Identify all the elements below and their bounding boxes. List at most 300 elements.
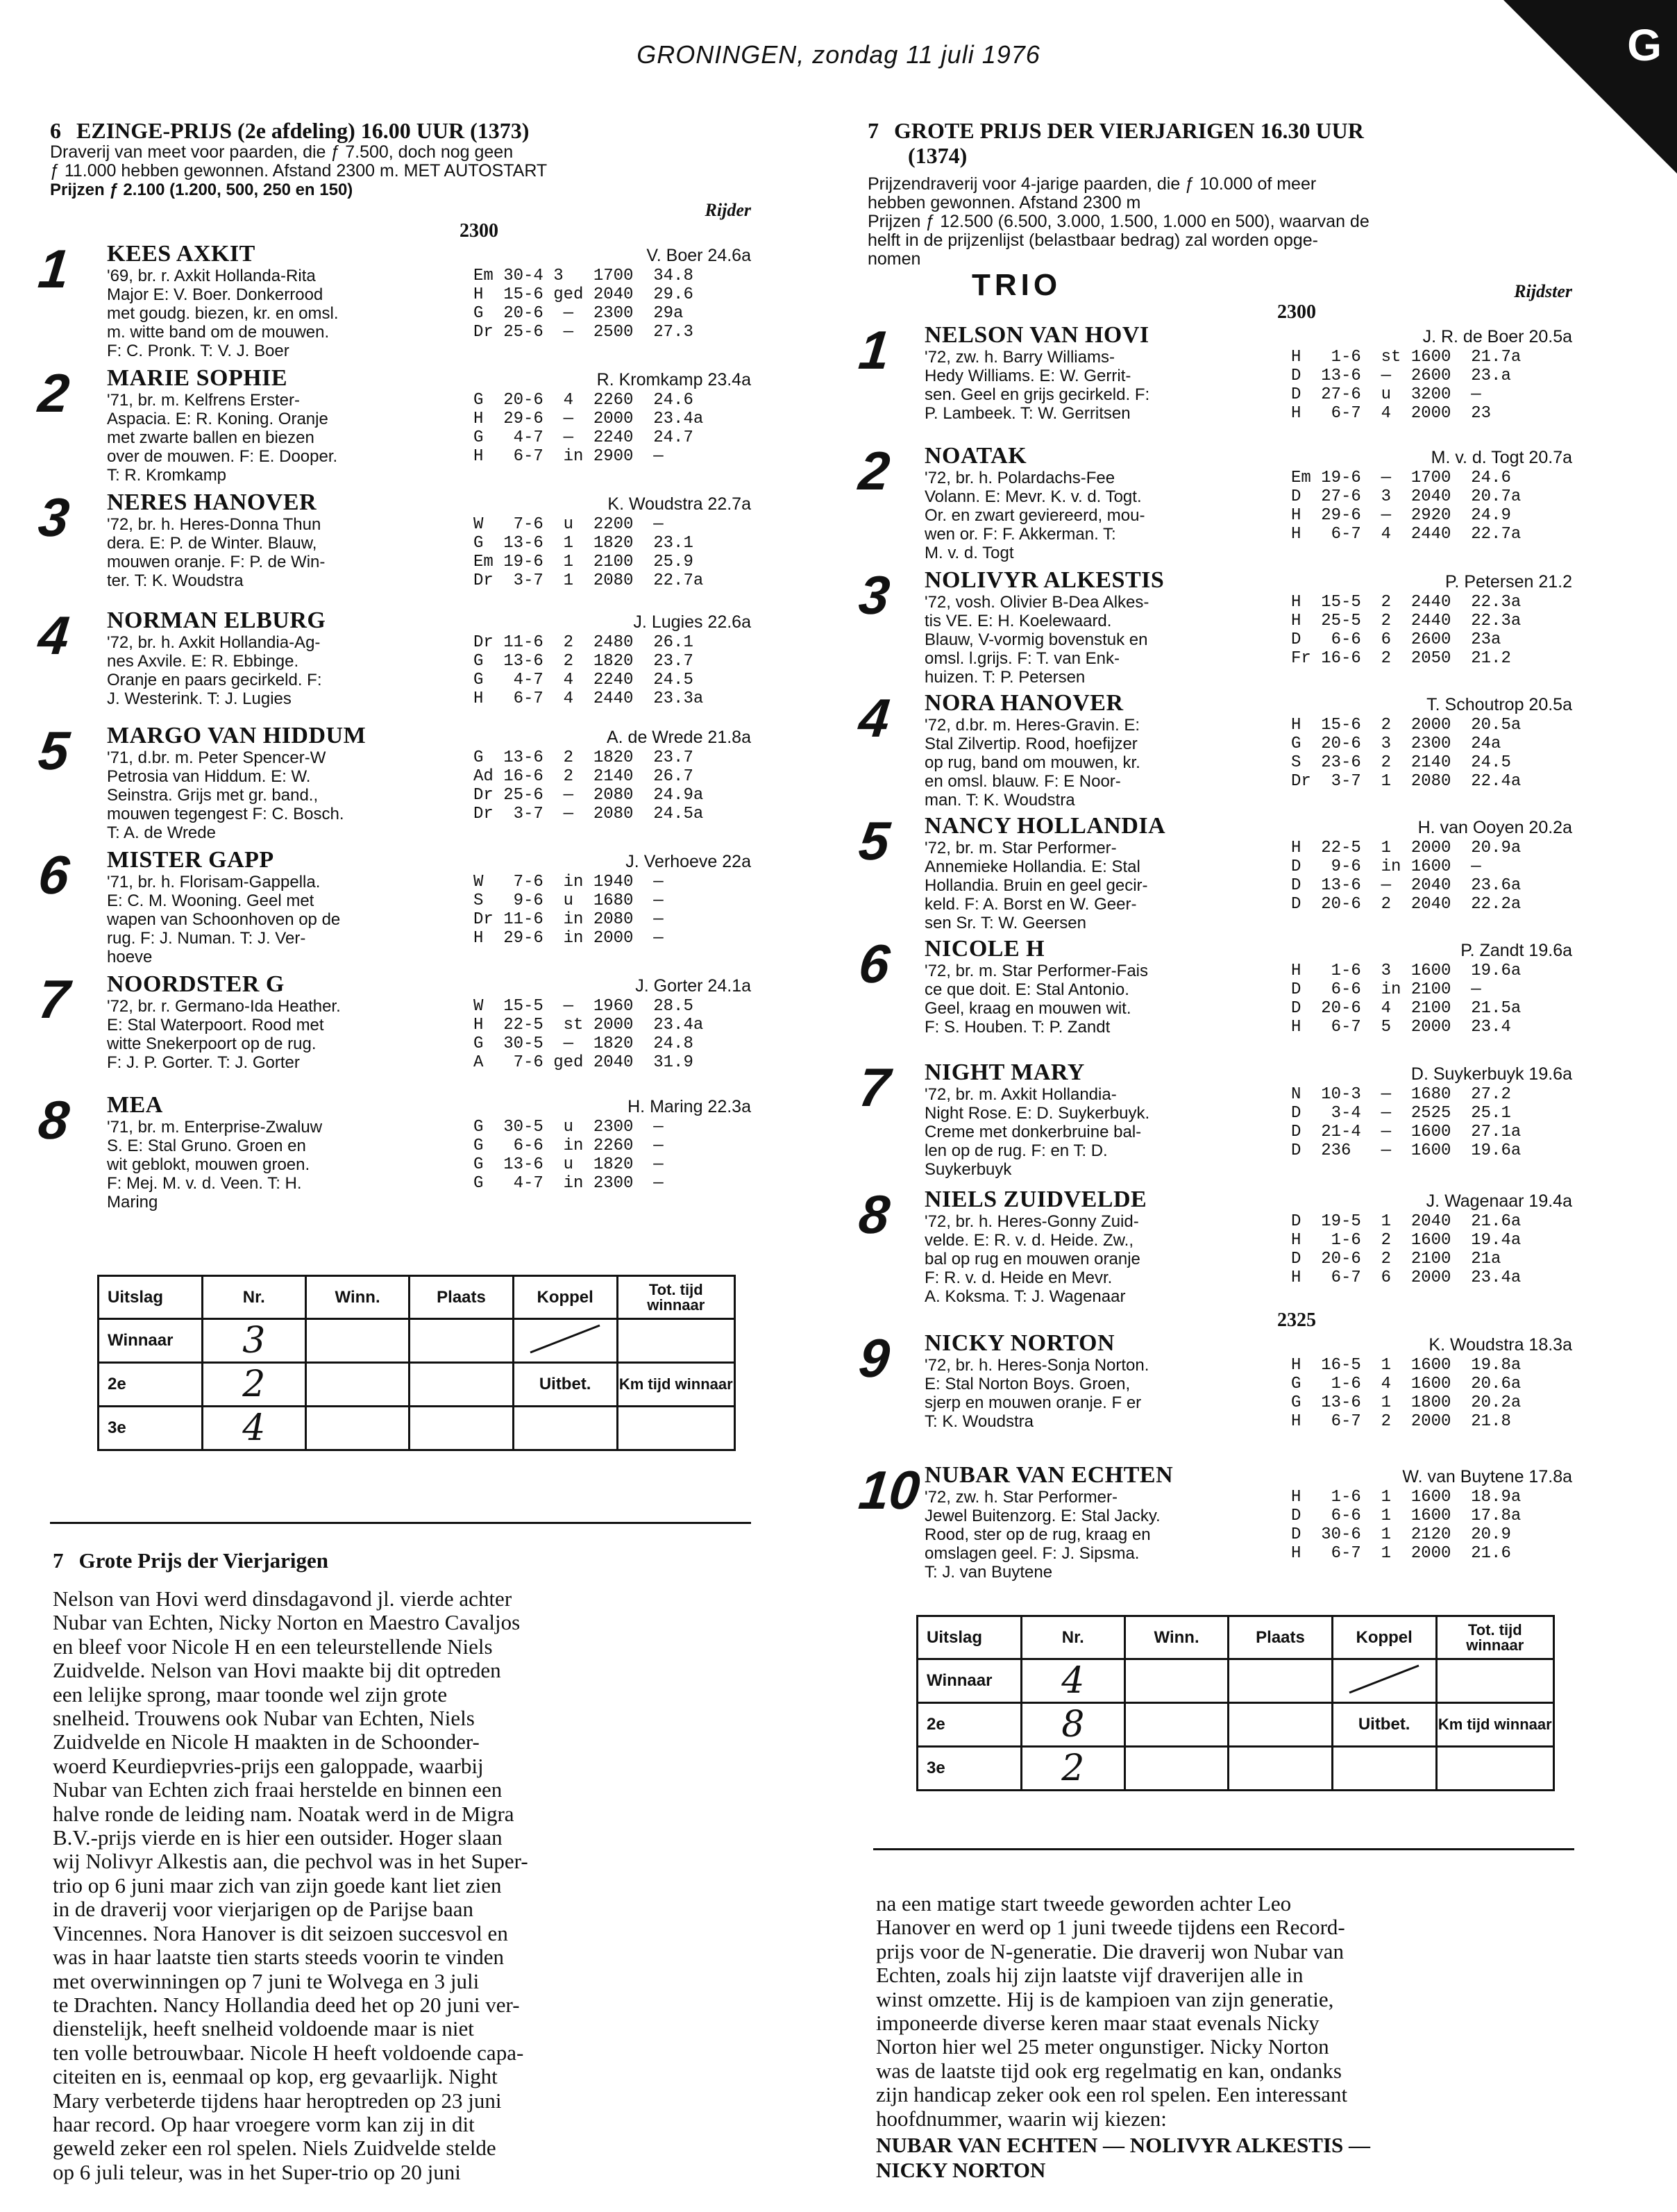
- driver-record: A. de Wrede 21.8a: [606, 728, 751, 747]
- result-line: H 6-7 4 2440 22.7a: [1291, 525, 1522, 544]
- header-winn: Winn.: [305, 1276, 409, 1319]
- article-title: Grote Prijs der Vierjarigen: [78, 1548, 329, 1573]
- strike-mark: [523, 1321, 607, 1356]
- horse-details: [925, 1212, 1572, 1306]
- horse-name-row: [925, 1187, 1572, 1212]
- article-line: was de laatste tijd ook erg regelmatig en kan, ondanks: [876, 2058, 1342, 2083]
- result-line: G 30-5 — 1820 24.8: [473, 1034, 693, 1053]
- race-title: EZINGE-PRIJS (2e afdeling) 16.00 UUR (1373): [76, 118, 530, 143]
- race-6-prizes: Prijzen ƒ 2.100 (1.200, 500, 250 en 150): [50, 181, 353, 199]
- horse-entry: [856, 1327, 1572, 1431]
- horse-description: [925, 593, 1286, 687]
- condition-line: helft in de prijzenlijst (belastbaar bedrag) zal worden opge-: [868, 231, 1318, 250]
- horse-name-row: [107, 848, 751, 873]
- result-line: G 13-6 1 1800 20.2a: [1291, 1393, 1522, 1412]
- description-line: omsl. l.grijs. F: T. van Enk-: [925, 649, 1120, 668]
- horse-details: [925, 348, 1572, 423]
- driver-record: H. Maring 22.3a: [627, 1097, 751, 1116]
- horse-name: NOORDSTER G: [107, 971, 285, 997]
- description-line: S. E: Stal Gruno. Groen en: [107, 1137, 306, 1155]
- horse-entry: [35, 969, 751, 1072]
- horse-name: NICKY NORTON: [925, 1330, 1115, 1356]
- cell-tot-tijd: [1436, 1659, 1553, 1703]
- horse-details: [925, 469, 1572, 562]
- result-line: G 20-6 4 2260 24.6: [473, 391, 693, 410]
- cell-winn: [1124, 1703, 1228, 1747]
- horse-details: [925, 1085, 1572, 1179]
- description-line: F: C. Pronk. T: V. J. Boer: [107, 342, 289, 360]
- recent-results: [468, 1118, 751, 1212]
- description-line: Stal Zilvertip. Rood, hoefijzer: [925, 735, 1138, 753]
- description-line: ce que doit. E: Stal Antonio.: [925, 980, 1129, 999]
- cell-plaats: [1229, 1747, 1332, 1791]
- pick-line: NUBAR VAN ECHTEN — NOLIVYR ALKESTIS —: [876, 2133, 1371, 2157]
- trio-row: [868, 269, 1572, 302]
- horse-entry: [856, 564, 1572, 687]
- start-number: 7: [35, 969, 73, 1030]
- row-label-2e: 2e: [918, 1703, 1022, 1747]
- description-line: '72, br. h. Polardachs-Fee: [925, 469, 1115, 487]
- article-line: te Drachten. Nancy Hollandia deed het op 20 juni ver-: [53, 1992, 520, 2017]
- handwritten-second-number: 2: [202, 1363, 305, 1407]
- article-line: hoofdnummer, waarin wij kiezen:: [876, 2106, 1167, 2131]
- horse-description: [107, 873, 468, 966]
- pick-line: NICKY NORTON: [876, 2158, 1046, 2182]
- recent-results: [1286, 716, 1572, 810]
- recent-results: [468, 873, 751, 966]
- result-table-race-6: [97, 1275, 736, 1451]
- recent-results: [1286, 1356, 1572, 1431]
- header-plaats: Plaats: [1229, 1616, 1332, 1659]
- description-line: Hollandia. Bruin en geel gecir-: [925, 876, 1148, 895]
- horse-entry: [856, 933, 1572, 1037]
- driver-record: R. Kromkamp 23.4a: [596, 370, 751, 389]
- result-line: H 15-6 ged 2040 29.6: [473, 285, 693, 304]
- km-tijd-label: Km tijd winnaar: [1436, 1703, 1553, 1747]
- condition-line: Prijzen ƒ 12.500 (6.500, 3.000, 1.500, 1.000 en 500), waarvan de: [868, 212, 1370, 231]
- result-line: D 19-5 1 2040 21.6a: [1291, 1212, 1522, 1231]
- result-line: Dr 25-6 — 2500 27.3: [473, 323, 693, 342]
- result-line: Dr 3-7 — 2080 24.5a: [473, 805, 704, 823]
- horse-name: KEES AXKIT: [107, 241, 255, 267]
- result-line: Dr 11-6 2 2480 26.1: [473, 633, 693, 652]
- result-line: H 6-7 4 2440 23.3a: [473, 689, 704, 708]
- start-number: 8: [35, 1089, 73, 1150]
- uitbet-label: Uitbet.: [513, 1363, 617, 1407]
- result-line: G 13-6 u 1820 —: [473, 1155, 664, 1174]
- horse-description: [107, 267, 468, 360]
- description-line: wit geblokt, mouwen groen.: [107, 1155, 310, 1174]
- cell-winn: [305, 1319, 409, 1363]
- uitbet-label: Uitbet.: [1332, 1703, 1436, 1747]
- horse-description: [925, 469, 1286, 562]
- description-line: F: J. P. Gorter. T: J. Gorter: [107, 1053, 300, 1072]
- horse-description: [107, 1118, 468, 1212]
- description-line: mouwen tegengest F: C. Bosch.: [107, 805, 344, 823]
- horse-details: [107, 997, 751, 1072]
- horse-details: [107, 748, 751, 842]
- result-line: H 25-5 2 2440 22.3a: [1291, 612, 1522, 630]
- description-line: '72, br. h. Heres-Donna Thun: [107, 515, 321, 534]
- distance-label: 2300: [1277, 301, 1316, 323]
- start-number: 2: [856, 440, 893, 501]
- article-text-left: [53, 1587, 754, 2184]
- result-line: G 4-7 4 2240 24.5: [473, 671, 693, 689]
- start-number: 5: [856, 810, 893, 871]
- start-number: 2: [35, 362, 73, 424]
- race-7-title-code: (1374): [908, 143, 968, 168]
- horse-entry: [856, 810, 1572, 932]
- description-line: op rug, band om mouwen, kr.: [925, 753, 1140, 772]
- horse-name-row: [925, 1463, 1572, 1488]
- description-line: keld. F: A. Borst en W. Geer-: [925, 895, 1137, 914]
- description-line: E: Stal Waterpoort. Rood met: [107, 1016, 324, 1034]
- horse-name-row: [925, 1331, 1572, 1356]
- description-line: '72, br. h. Heres-Gonny Zuid-: [925, 1212, 1139, 1231]
- horse-name: NERES HANOVER: [107, 489, 317, 515]
- condition-line: Draverij van meet voor paarden, die ƒ 7.500, doch nog geen: [50, 142, 514, 162]
- result-line: H 22-5 1 2000 20.9a: [1291, 839, 1522, 857]
- km-tijd-label: Km tijd winnaar: [617, 1363, 734, 1407]
- race-7-title: [868, 118, 1572, 143]
- horse-name: MARGO VAN HIDDUM: [107, 723, 366, 748]
- race-6-column: [35, 118, 751, 1212]
- horse-name-row: [107, 972, 751, 997]
- start-number: 3: [856, 564, 893, 626]
- description-line: F: S. Houben. T: P. Zandt: [925, 1018, 1111, 1037]
- start-number: 7: [856, 1057, 893, 1118]
- horse-entry: [35, 844, 751, 966]
- description-line: met zwarte ballen en biezen: [107, 428, 314, 447]
- horse-name-row: [925, 568, 1572, 593]
- article-line: Zuidvelde en Nicole H maakten in de Schoonder-: [53, 1729, 480, 1754]
- article-line: zijn handicap zeker ook een rol spelen. Een interessant: [876, 2082, 1348, 2107]
- horse-name: NOATAK: [925, 443, 1027, 469]
- article-line: snelheid. Trouwens ook Nubar van Echten, Niels: [53, 1706, 475, 1731]
- row-label-winnaar: Winnaar: [918, 1659, 1022, 1703]
- horse-entry: [856, 1184, 1572, 1306]
- horse-description: [107, 633, 468, 708]
- article-line: Echten, zoals hij zijn laatste vijf draverijen alle in: [876, 1963, 1304, 1988]
- horse-details: [107, 873, 751, 966]
- divider-right: [873, 1848, 1574, 1850]
- cell-winn: [1124, 1659, 1228, 1703]
- header-uitslag: Uitslag: [918, 1616, 1022, 1659]
- description-line: nes Axvile. E: R. Ebbinge.: [107, 652, 299, 671]
- horse-details: [925, 1488, 1572, 1582]
- handwritten-winner-number: 4: [1021, 1659, 1124, 1703]
- horse-description: [107, 391, 468, 485]
- result-line: H 29-6 in 2000 —: [473, 929, 664, 948]
- recent-results: [1286, 839, 1572, 932]
- result-line: W 15-5 — 1960 28.5: [473, 997, 693, 1016]
- driver-record: J. R. de Boer 20.5a: [1422, 327, 1572, 346]
- cell-plaats: [1229, 1659, 1332, 1703]
- recent-results: [468, 633, 751, 708]
- result-line: D 30-6 1 2120 20.9: [1291, 1525, 1511, 1544]
- horse-details: [107, 633, 751, 708]
- start-number: 10: [856, 1459, 923, 1520]
- race-7-column: [856, 118, 1572, 1582]
- article-line: Mary verbeterde tijdens haar heroptreden op 23 juni: [53, 2088, 502, 2113]
- driver-record: J. Lugies 22.6a: [633, 612, 751, 632]
- article-line: Nubar van Echten zich fraai herstelde en binnen een: [53, 1777, 503, 1802]
- article-line: citeiten en is, eenmaal op kop, erg gevaarlijk. Night: [53, 2064, 498, 2089]
- description-line: Major E: V. Boer. Donkerrood: [107, 285, 323, 304]
- description-line: '72, br. m. Star Performer-Fais: [925, 962, 1148, 980]
- condition-line: Prijzendraverij voor 4-jarige paarden, die ƒ 10.000 of meer: [868, 174, 1317, 194]
- driver-record: J. Verhoeve 22a: [625, 852, 751, 871]
- horse-name: NOLIVYR ALKESTIS: [925, 567, 1165, 593]
- result-line: H 1-6 2 1600 19.4a: [1291, 1231, 1522, 1250]
- cell-winn: [305, 1363, 409, 1407]
- condition-line: hebben gewonnen. Afstand 2300 m: [868, 193, 1141, 212]
- article-line: winst omzette. Hij is de kampioen van zijn generatie,: [876, 1986, 1334, 2011]
- description-line: velde. E: R. v. d. Heide. Zw.,: [925, 1231, 1134, 1250]
- result-line: D 21-4 — 1600 27.1a: [1291, 1123, 1522, 1141]
- article-line: prijs voor de N-generatie. Die draverij won Nubar van: [876, 1938, 1345, 1963]
- horse-name: NUBAR VAN ECHTEN: [925, 1462, 1174, 1488]
- description-line: ter. T: K. Woudstra: [107, 571, 244, 590]
- recent-results: [468, 515, 751, 590]
- result-line: H 29-6 — 2920 24.9: [1291, 506, 1511, 525]
- cell-tot-tijd: [617, 1319, 734, 1363]
- description-line: Seinstra. Grijs met gr. band.,: [107, 786, 319, 805]
- description-line: met goudg. biezen, kr. en omsl.: [107, 304, 339, 323]
- handwritten-third-number: 4: [202, 1407, 305, 1450]
- cell-empty: [513, 1407, 617, 1450]
- horse-name-row: [107, 490, 751, 515]
- result-line: H 29-6 — 2000 23.4a: [473, 410, 704, 428]
- description-line: Rood, ster op de rug, kraag en: [925, 1525, 1151, 1544]
- article-line: met overwinningen op 7 juni te Wolvega en 3 juli: [53, 1968, 480, 1993]
- result-line: G 13-6 2 1820 23.7: [473, 748, 693, 767]
- race-6-title: [50, 118, 751, 143]
- description-line: wen or. F: F. Akkerman. T:: [925, 525, 1116, 544]
- article-line: imponeerde diverse keren maar staat evenals Nicky: [876, 2011, 1320, 2036]
- article-line: wij Nolivyr Alkestis aan, die pechvol was in het Super-: [53, 1849, 528, 1874]
- race-number: 6: [50, 118, 61, 143]
- result-line: H 1-6 1 1600 18.9a: [1291, 1488, 1522, 1507]
- result-line: G 6-6 in 2260 —: [473, 1137, 664, 1155]
- recent-results: [468, 997, 751, 1072]
- result-line: D 3-4 — 2525 25.1: [1291, 1104, 1511, 1123]
- start-number: 6: [856, 933, 893, 994]
- driver-record: T. Schoutrop 20.5a: [1426, 695, 1572, 714]
- handwritten-third-number: 2: [1021, 1747, 1124, 1791]
- start-number: 3: [35, 487, 73, 548]
- recent-results: [1286, 962, 1572, 1037]
- description-line: rug. F: J. Numan. T: J. Ver-: [107, 929, 306, 948]
- description-line: '72, br. h. Heres-Sonja Norton.: [925, 1356, 1149, 1375]
- result-line: D 13-6 — 2040 23.6a: [1291, 876, 1522, 895]
- horse-name-row: [107, 608, 751, 633]
- result-line: Dr 25-6 — 2080 24.9a: [473, 786, 704, 805]
- description-line: huizen. T: P. Petersen: [925, 668, 1086, 687]
- horse-details: [107, 391, 751, 485]
- article-heading: [53, 1548, 328, 1573]
- article-line: dienstelijk, heeft snelheid voldoende maar is niet: [53, 2016, 474, 2041]
- result-line: Em 30-4 3 1700 34.8: [473, 267, 693, 285]
- description-line: Suykerbuyk: [925, 1160, 1012, 1179]
- description-line: mouwen oranje. F: P. de Win-: [107, 553, 326, 571]
- result-line: D 6-6 6 2600 23a: [1291, 630, 1501, 649]
- article-line: trio op 6 juni maar zich van zijn goede kant liet zien: [53, 1872, 502, 1897]
- cell-winn: [305, 1407, 409, 1450]
- trio-label: TRIO: [972, 268, 1062, 302]
- horse-details: [107, 1118, 751, 1212]
- horse-description: [107, 997, 468, 1072]
- description-line: A. Koksma. T: J. Wagenaar: [925, 1287, 1126, 1306]
- article-line: Nubar van Echten, Nicky Norton en Maestro Cavaljos: [53, 1610, 521, 1635]
- result-line: D 27-6 u 3200 —: [1291, 385, 1481, 404]
- horse-description: [925, 348, 1286, 423]
- horse-entry: [35, 1089, 751, 1212]
- header-uitslag: Uitslag: [99, 1276, 203, 1319]
- result-line: G 1-6 4 1600 20.6a: [1291, 1375, 1522, 1393]
- horse-description: [925, 962, 1286, 1037]
- description-line: '72, vosh. Olivier B-Dea Alkes-: [925, 593, 1149, 612]
- start-number: 8: [856, 1184, 893, 1245]
- driver-record: J. Wagenaar 19.4a: [1426, 1191, 1572, 1211]
- horse-details: [107, 267, 751, 360]
- horse-details: [925, 1356, 1572, 1431]
- article-line: na een matige start tweede geworden achter Leo: [876, 1891, 1292, 1916]
- description-line: T: R. Kromkamp: [107, 466, 227, 485]
- description-line: Annemieke Hollandia. E: Stal: [925, 857, 1140, 876]
- description-line: hoeve: [107, 948, 153, 966]
- article-number: 7: [53, 1548, 64, 1573]
- recent-results: [1286, 1085, 1572, 1179]
- description-line: E: Stal Norton Boys. Groen,: [925, 1375, 1131, 1393]
- result-line: W 7-6 u 2200 —: [473, 515, 664, 534]
- recent-results: [1286, 469, 1572, 562]
- horse-name: NIGHT MARY: [925, 1059, 1085, 1085]
- result-line: G 20-6 — 2300 29a: [473, 304, 684, 323]
- driver-record: M. v. d. Togt 20.7a: [1431, 448, 1572, 467]
- result-line: H 15-5 2 2440 22.3a: [1291, 593, 1522, 612]
- article-line: B.V.-prijs vierde en is hier een outsider. Hoger slaan: [53, 1825, 503, 1850]
- section-letter: G: [1627, 20, 1662, 70]
- result-line: H 15-6 2 2000 20.5a: [1291, 716, 1522, 735]
- start-number: 4: [35, 605, 73, 666]
- description-line: '72, zw. h. Star Performer-: [925, 1488, 1118, 1507]
- horse-name: NORA HANOVER: [925, 690, 1124, 716]
- rider-label: Rijdster: [1514, 281, 1572, 301]
- row-label-3e: 3e: [99, 1407, 203, 1450]
- result-line: Em 19-6 — 1700 24.6: [1291, 469, 1511, 487]
- race-title: GROTE PRIJS DER VIERJARIGEN 16.30 UUR: [894, 118, 1364, 143]
- header-koppel: Koppel: [1332, 1616, 1436, 1659]
- horse-entry: [856, 1057, 1572, 1179]
- horse-entry: [35, 720, 751, 842]
- result-line: G 13-6 1 1820 23.1: [473, 534, 693, 553]
- description-line: Blauw, V-vormig bovenstuk en: [925, 630, 1148, 649]
- description-line: '71, br. m. Enterprise-Zwaluw: [107, 1118, 323, 1137]
- result-line: H 6-7 6 2000 23.4a: [1291, 1268, 1522, 1287]
- result-line: N 10-3 — 1680 27.2: [1291, 1085, 1511, 1104]
- handwritten-winner-number: 3: [202, 1319, 305, 1363]
- article-pick: [876, 2133, 1370, 2183]
- horse-name-row: [107, 366, 751, 391]
- strike-mark: [1342, 1661, 1426, 1696]
- cell-empty: [617, 1407, 734, 1450]
- article-line: geweld zeker een rol spelen. Niels Zuidvelde stelde: [53, 2136, 496, 2161]
- description-line: Creme met donkerbruine bal-: [925, 1123, 1142, 1141]
- description-line: E: C. M. Wooning. Geel met: [107, 891, 314, 910]
- result-line: G 13-6 2 1820 23.7: [473, 652, 693, 671]
- description-line: over de mouwen. F: E. Dooper.: [107, 447, 338, 466]
- description-line: Maring: [107, 1193, 158, 1212]
- header-koppel: Koppel: [513, 1276, 617, 1319]
- result-line: G 4-7 — 2240 24.7: [473, 428, 693, 447]
- start-number: 6: [35, 844, 73, 905]
- description-line: '72, d.br. m. Heres-Gravin. E:: [925, 716, 1140, 735]
- description-line: T: K. Woudstra: [925, 1412, 1034, 1431]
- description-line: Petrosia van Hiddum. E: W.: [107, 767, 311, 786]
- description-line: '71, br. h. Florisam-Gappella.: [107, 873, 321, 891]
- result-line: D 20-6 2 2040 22.2a: [1291, 895, 1522, 914]
- recent-results: [1286, 348, 1572, 423]
- result-line: Dr 11-6 in 2080 —: [473, 910, 664, 929]
- cell-empty: [1436, 1747, 1553, 1791]
- header-winn: Winn.: [1124, 1616, 1228, 1659]
- horse-name: NORMAN ELBURG: [107, 608, 326, 633]
- description-line: wapen van Schoonhoven op de: [107, 910, 341, 929]
- description-line: T: A. de Wrede: [107, 823, 216, 842]
- article-line: een lelijke sprong, maar toonde wel zijn grote: [53, 1682, 448, 1707]
- horse-details: [925, 839, 1572, 932]
- description-line: '69, br. r. Axkit Hollanda-Rita: [107, 267, 316, 285]
- page-header: GRONINGEN, zondag 11 juli 1976: [637, 40, 1040, 69]
- result-line: Dr 3-7 1 2080 22.7a: [473, 571, 704, 590]
- result-line: S 9-6 u 1680 —: [473, 891, 664, 910]
- condition-line: ƒ 11.000 hebben gewonnen. Afstand 2300 m. MET AUTOSTART: [50, 161, 548, 181]
- result-line: D 6-6 1 1600 17.8a: [1291, 1507, 1522, 1525]
- horse-description: [925, 1356, 1286, 1431]
- description-line: bal op rug en mouwen oranje: [925, 1250, 1140, 1268]
- koppel-strike-cell: [1332, 1659, 1436, 1703]
- result-line: H 6-7 in 2900 —: [473, 447, 664, 466]
- cell-plaats: [410, 1407, 513, 1450]
- driver-record: P. Zandt 19.6a: [1460, 941, 1572, 960]
- result-line: G 30-5 u 2300 —: [473, 1118, 664, 1137]
- header-nr: Nr.: [1021, 1616, 1124, 1659]
- description-line: Geel, kraag en mouwen wit.: [925, 999, 1131, 1018]
- horse-entry: [856, 319, 1572, 423]
- result-line: D 27-6 3 2040 20.7a: [1291, 487, 1522, 506]
- cell-plaats: [410, 1319, 513, 1363]
- recent-results: [1286, 1212, 1572, 1306]
- result-line: Em 19-6 1 2100 25.9: [473, 553, 693, 571]
- result-table-race-7: [916, 1615, 1555, 1791]
- start-number: 9: [856, 1327, 893, 1389]
- description-line: F: Mej. M. v. d. Veen. T: H.: [107, 1174, 302, 1193]
- horse-name: NANCY HOLLANDIA: [925, 813, 1166, 839]
- result-line: Dr 3-7 1 2080 22.4a: [1291, 772, 1522, 791]
- driver-record: J. Gorter 24.1a: [635, 976, 751, 996]
- result-line: Fr 16-6 2 2050 21.2: [1291, 649, 1511, 668]
- description-line: len op de rug. F: en T: D.: [925, 1141, 1108, 1160]
- result-line: W 7-6 in 1940 —: [473, 873, 664, 891]
- recent-results: [1286, 593, 1572, 687]
- horse-name: MISTER GAPP: [107, 847, 274, 873]
- article-line: ten volle betrouwbaar. Nicole H heeft voldoende capa-: [53, 2040, 524, 2065]
- cell-empty: [1332, 1747, 1436, 1791]
- horse-name-row: [107, 242, 751, 267]
- description-line: m. witte band om de mouwen.: [107, 323, 330, 342]
- result-line: H 6-7 1 2000 21.6: [1291, 1544, 1511, 1563]
